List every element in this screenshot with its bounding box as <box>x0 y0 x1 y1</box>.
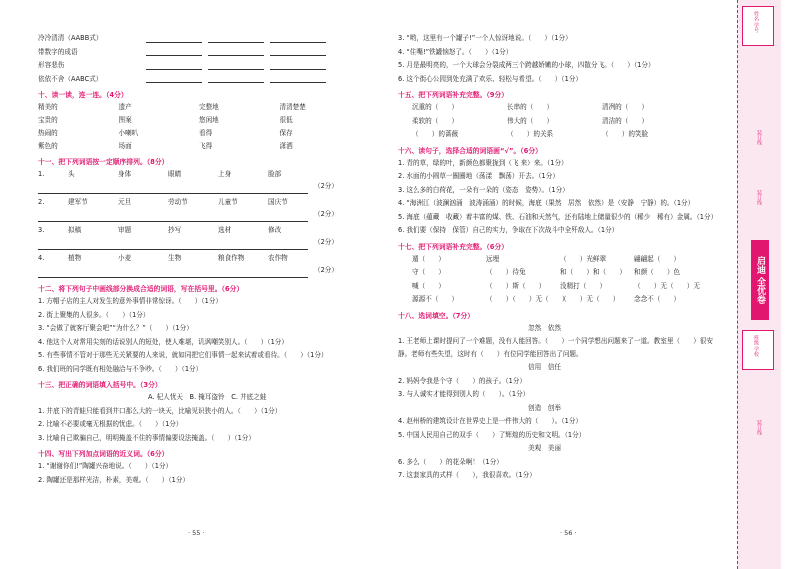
match-word: 清清楚楚 <box>279 103 306 111</box>
ordering-exercise <box>38 168 360 280</box>
phrase-cell: （ ）的蔷薇 <box>412 130 459 138</box>
phrase-cell: 长串的（ ） <box>507 103 554 111</box>
idiom-cell: 和（ ）和（ ） <box>560 268 626 276</box>
question-item: 3. “哟，这里有一个罐子!”一个人惊讶地说。（ ）（1分） <box>398 34 572 42</box>
question-item: 3. 比喻自己欺骗自己，明明掩盖不住的事情偏要设法掩盖。（ ）（1分） <box>38 433 255 442</box>
binding-line-label-3: 装订线 <box>756 420 762 435</box>
section-11-title: 十一、把下列词语按一定顺序排列。（8分） <box>38 158 169 166</box>
answer-blank <box>38 213 308 222</box>
order-word: 小麦 <box>118 254 132 262</box>
ordering-row <box>38 196 360 209</box>
order-word: 身体 <box>118 170 132 178</box>
idiom-cell: 守（ ） <box>412 268 445 276</box>
left-page <box>38 32 360 487</box>
section-18-title: 十八、选词填空。（7分） <box>398 311 475 320</box>
question-item: 2. 陶罐还是那样光洁，朴素，美观。（ ）（1分） <box>38 475 190 484</box>
question-item: 2. 比喻不必要或毫无根据的忧虑。（ ）（1分） <box>38 420 183 428</box>
question-item: 6. 我们班的同学既有相处融洽与不争吵。（ ）（1分） <box>38 364 203 373</box>
phrase-row <box>398 115 720 129</box>
order-word: 元旦 <box>118 198 132 206</box>
match-word: 看得 <box>199 129 213 137</box>
answer-blank <box>270 47 326 56</box>
question-item: 7. 这套家具的式样（ ），我很喜欢。（1分） <box>398 471 536 479</box>
section-17-title: 十七、把下列词语补充完整。（6分） <box>398 242 509 251</box>
idiom-cell: 念念不（ ） <box>634 295 681 303</box>
idiom-cell: 和颜（ ）色 <box>634 268 681 276</box>
idiom-cell: 喊（ ） <box>412 281 445 290</box>
answer-blank <box>38 241 308 250</box>
idiom-complete-grid <box>398 253 720 307</box>
answer-blank <box>38 269 308 278</box>
order-word: 劳动节 <box>168 198 188 206</box>
question-item: 3. 与人诚实才能得到别人的（ ）。（1分） <box>398 390 530 398</box>
question-item: 3. “会做了就客厅聚会吧”“为什么？”（ ）（1分） <box>38 324 193 332</box>
match-word: 精美的 <box>38 103 58 111</box>
page-number-right: · 56 · <box>560 529 577 537</box>
order-word: 脸部 <box>268 170 282 178</box>
class-box: 班级 学校 <box>742 330 774 370</box>
section-14-title: 十四、写出下列加点词语的近义词。（6分） <box>38 450 169 458</box>
question-item: 2. 街上聚集的人很多。（ ）（1分） <box>38 310 150 319</box>
brand-logo: 启迪 全优卷 <box>751 240 769 320</box>
idiom-cell: 没精打（ ） <box>560 281 607 290</box>
order-word: 抄写 <box>168 226 182 234</box>
item-number: 3. <box>38 226 45 234</box>
complete-phrases-grid <box>398 101 720 142</box>
idiom-cell: 遁（ ） <box>412 254 445 263</box>
word-category-rows <box>38 32 360 86</box>
idiom-row <box>398 253 720 267</box>
question-item: 1. “谢谢你们!”陶罐兴奋地说。（ ）（1分） <box>38 462 173 470</box>
ordering-row <box>38 168 360 181</box>
order-word: 粮食作物 <box>218 254 245 262</box>
word-choices: 忽然 依然 <box>528 323 561 332</box>
synonym-items <box>38 460 360 487</box>
idiom-row <box>398 280 720 294</box>
section-12-title: 十二、将下列句子中画线部分换成合适的词语，写在括号里。（6分） <box>38 285 244 293</box>
ordering-answer-line <box>38 209 360 220</box>
answer-blank <box>208 34 264 43</box>
question-item: 6. 我们要（保持 保管）自己的实力，争取在下次战斗中全歼敌人。（1分） <box>398 226 619 234</box>
question-item: 4. 他这个人对常用尖刻的话说别人的短处，使人难堪，讥讽嘲笑别人。（ ）（1分） <box>38 337 288 346</box>
points-label: （2分） <box>314 210 338 218</box>
word-choices: 创造 创举 <box>528 403 561 412</box>
page-number-left: · 55 · <box>188 529 205 537</box>
section-15-title: 十五、把下列词语补充完整。（9分） <box>398 91 509 99</box>
question-item: 5. 中国人民用自己的双手（ ）了辉煌的历史和文明。（1分） <box>398 430 586 439</box>
order-word: 选材 <box>218 226 232 234</box>
choose-words-list <box>398 157 720 238</box>
category-row <box>38 32 360 46</box>
order-word: 眼睛 <box>168 170 182 178</box>
phrase-cell: 清冽的（ ） <box>602 103 649 111</box>
question-item: 4. “住嘴!”铁罐恼怒了。（ ）（1分） <box>398 47 513 56</box>
question-item: 3. 这么多的白荷花，一朵有一朵的（姿态 姿势）。（1分） <box>398 185 569 194</box>
question-item: 2. 妈妈令我是个守（ ）的孩子。（1分） <box>398 376 526 385</box>
answer-blank <box>146 47 202 56</box>
idiom-cell: （ ）斯（ ） <box>486 281 546 290</box>
category-label: 冷冷清清（AABB式） <box>38 34 103 42</box>
idiom-cell: （ ）无（ ）无 <box>634 281 700 290</box>
idiom-cell: （ ）光鲜翠 <box>560 254 607 263</box>
answer-blank <box>146 61 202 70</box>
ordering-answer-line <box>38 181 360 192</box>
match-word: 热闹的 <box>38 129 58 137</box>
order-word: 拟稿 <box>68 226 82 234</box>
question-item: 5. 月是最明亮的，一个大球会分裂成两三个跨越娇嫩的小球，四散分飞。（ ）（1分） <box>398 61 655 69</box>
category-label: 形容悲伤 <box>38 61 65 69</box>
idiom-items <box>38 405 360 446</box>
synonym-items-continued <box>398 32 720 86</box>
idiom-cell: 源源不（ ） <box>412 295 459 303</box>
binding-line-label-1: 装订线 <box>756 130 762 145</box>
word-choices: 信用 信任 <box>528 363 561 371</box>
order-word: 儿童节 <box>218 198 238 206</box>
match-word: 图案 <box>118 116 132 124</box>
answer-blank <box>146 74 202 83</box>
match-word: 场面 <box>118 142 132 150</box>
phrase-cell: 清洁的（ ） <box>602 116 649 125</box>
question-item: 6. 多么（ ）的花朵啊！（1分） <box>398 457 503 466</box>
points-label: （2分） <box>314 182 338 190</box>
points-label: （2分） <box>314 238 338 246</box>
order-word: 审题 <box>118 226 132 234</box>
order-word: 国庆节 <box>268 198 288 206</box>
category-row <box>38 59 360 73</box>
category-row <box>38 46 360 60</box>
answer-blank <box>208 61 264 70</box>
category-row <box>38 73 360 87</box>
question-item: 6. 这个街心公园到处充满了欢乐、轻松与希望。（ ）（1分） <box>398 74 583 83</box>
binding-line-label-2: 装订线 <box>756 190 762 205</box>
category-label: 依依不舍（AABC式） <box>38 74 103 83</box>
match-word: 遗产 <box>118 103 132 111</box>
question-item: 4. “海洲江（波澜汹涌 波涛涌涌）的时候，海底（果然 居然 依然）是（安静 宁静）的。（1分） <box>398 199 695 207</box>
match-word: 小喇叭 <box>118 129 139 137</box>
idiom-cell: 翩翩起（ ） <box>634 254 681 263</box>
item-number: 2. <box>38 198 45 206</box>
answer-blank <box>270 34 326 43</box>
binding-sidebar <box>737 0 781 569</box>
points-label: （2分） <box>314 266 338 274</box>
replace-words-list <box>38 295 360 376</box>
section-13-title: 十三、把正确的词语填入括号中。（3分） <box>38 381 162 389</box>
section-16-title: 十六、读句子，选择合适的词语画“√”。（6分） <box>398 146 542 155</box>
ordering-row <box>38 252 360 265</box>
phrase-cell: 柔软的（ ） <box>412 116 459 125</box>
idiom-cell: 远埋 <box>486 254 500 263</box>
order-word: 生物 <box>168 254 182 262</box>
match-word: 紫色的 <box>38 142 58 150</box>
idiom-cell: （ ）（ ）无（ ） <box>486 295 569 303</box>
phrase-cell: 伟大的（ ） <box>507 116 554 125</box>
idiom-row <box>398 266 720 280</box>
match-word: 完整地 <box>199 103 219 111</box>
idiom-cell: （ ）待兔 <box>486 268 526 276</box>
answer-blank <box>146 34 202 43</box>
question-item: 1. 方帽子店的主人对发生的意外事情非常惊讶。（ ）（1分） <box>38 297 223 305</box>
order-word: 建军节 <box>68 198 88 206</box>
match-word: 悠闲地 <box>199 116 219 124</box>
idiom-cell: （ ）无（ ） <box>560 295 620 303</box>
matching-grid <box>38 101 360 153</box>
fill-in-words <box>398 322 720 483</box>
match-word: 飞得 <box>199 142 213 150</box>
order-word: 头 <box>68 170 75 178</box>
answer-blank <box>208 47 264 56</box>
ordering-answer-line <box>38 265 360 276</box>
phrase-cell: （ ）的关系 <box>507 130 554 138</box>
order-word: 植物 <box>68 254 82 262</box>
right-page <box>398 32 720 483</box>
category-label: 带数字的成语 <box>38 47 78 56</box>
question-item: 5. 海底（蕴藏 收藏）着丰富的煤、铁、石油和天然气，还有陆地上储量很少的（稀少 稀有）金属。（1分） <box>398 212 718 221</box>
section-10-title: 十、读一读，连一连。（4分） <box>38 91 128 99</box>
word-choices: 美观 美丽 <box>528 444 561 452</box>
answer-blank <box>270 61 326 70</box>
item-number: 4. <box>38 254 45 262</box>
idiom-options: A. 杞人忧天 B. 掩耳盗铃 C. 井底之蛙 <box>148 393 267 401</box>
question-item: 1. 青的草，绿的叶，新颜色都聚拢到（飞 来）来。（1分） <box>398 158 568 167</box>
question-item: 1. 井底下的青蛙只能看到井口那么大的一块天，比喻见识狭小的人。（ ）（1分） <box>38 406 282 415</box>
answer-blank <box>270 74 326 83</box>
match-word: 保存 <box>279 129 293 137</box>
phrase-cell: （ ）的笑脸 <box>602 130 649 138</box>
match-word: 很低 <box>279 116 293 124</box>
phrase-row <box>398 128 720 142</box>
ordering-row <box>38 224 360 237</box>
question-item: 5. 有些事情不管对于那些无关紧要的人来说，就如同把它们事情一起来试着或看待。（ ）（1分） <box>38 351 328 359</box>
question-item: 1. 王老师上课时提问了一个难题，没有人能回答。（ ）一个同学想出问题来了一道。教室里（ ）很安静。老师有些失望，这时有（ ）有位同学能回答出了问题。 <box>398 337 713 358</box>
order-word: 农作物 <box>268 254 288 262</box>
match-word: 宝贵的 <box>38 116 58 124</box>
item-number: 1. <box>38 170 45 178</box>
ordering-answer-line <box>38 237 360 248</box>
name-box: 姓名 学号 <box>742 6 774 46</box>
match-word: 潇洒 <box>279 142 293 150</box>
answer-blank <box>38 185 308 194</box>
question-item: 2. 水面的小圆草一圈圈地（荡漾 飘荡）开去。（1分） <box>398 172 559 180</box>
answer-blank <box>208 74 264 83</box>
idiom-row <box>398 293 720 307</box>
phrase-row <box>398 101 720 115</box>
question-item: 4. 赵州桥的建筑设计在世界史上是一件伟大的（ ）。（1分） <box>398 417 583 425</box>
phrase-cell: 沉重的（ ） <box>412 103 459 111</box>
order-word: 上身 <box>218 170 232 178</box>
order-word: 修改 <box>268 226 282 234</box>
